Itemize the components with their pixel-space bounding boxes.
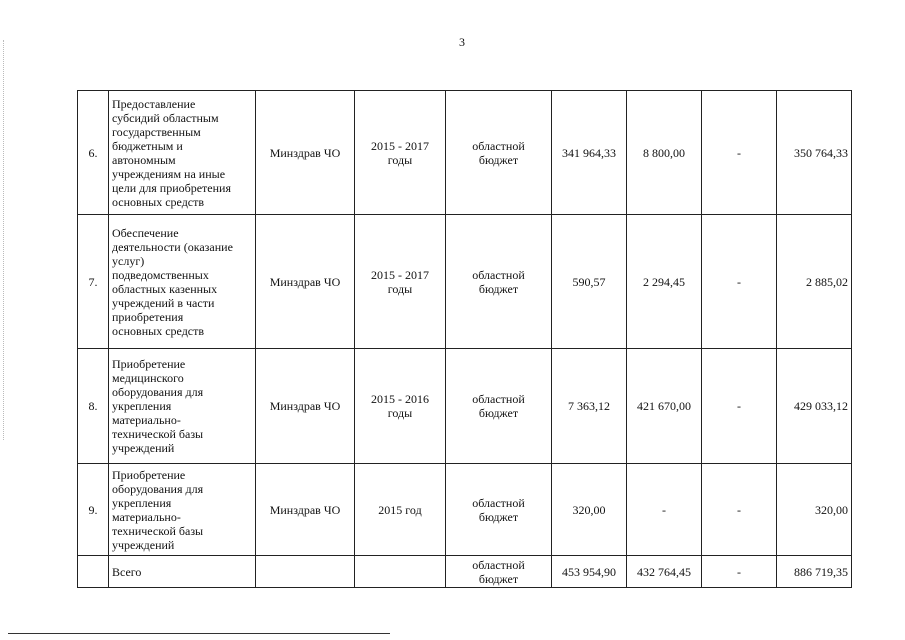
- grand-total: 886 719,35: [777, 556, 852, 588]
- row-number: 6.: [78, 91, 109, 215]
- row-total: 429 033,12: [777, 349, 852, 464]
- total-term: [355, 556, 446, 588]
- row-total: 350 764,33: [777, 91, 852, 215]
- scan-edge-marks: [3, 40, 6, 440]
- row-executor: Минздрав ЧО: [256, 464, 355, 556]
- row-number: 7.: [78, 215, 109, 349]
- row-term: 2015 год: [355, 464, 446, 556]
- row-executor: Минздрав ЧО: [256, 215, 355, 349]
- row-executor: Минздрав ЧО: [256, 349, 355, 464]
- row-amount-2016: 421 670,00: [627, 349, 702, 464]
- total-source: областной бюджет: [446, 556, 552, 588]
- row-term: 2015 - 2017 годы: [355, 91, 446, 215]
- row-amount-2016: 2 294,45: [627, 215, 702, 349]
- table-row: [78, 91, 852, 215]
- row-number: 9.: [78, 464, 109, 556]
- page-number: 3: [459, 35, 465, 49]
- row-amount-2015: 7 363,12: [552, 349, 627, 464]
- total-row-number: [78, 556, 109, 588]
- row-total: 320,00: [777, 464, 852, 556]
- row-description: Обеспечение деятельности (оказание услуг) подведомственных областных казенных учреждений в части приобретения основных средств: [109, 215, 256, 349]
- footnote-divider: [8, 633, 390, 634]
- table-row: [78, 215, 852, 349]
- total-amount-2015: 453 954,90: [552, 556, 627, 588]
- total-label: Всего: [109, 556, 256, 588]
- row-source: областной бюджет: [446, 349, 552, 464]
- row-source: областной бюджет: [446, 464, 552, 556]
- row-amount-2017: -: [702, 349, 777, 464]
- total-executor: [256, 556, 355, 588]
- row-term: 2015 - 2016 годы: [355, 349, 446, 464]
- total-row: [78, 556, 852, 588]
- row-amount-2017: -: [702, 91, 777, 215]
- row-amount-2015: 590,57: [552, 215, 627, 349]
- row-executor: Минздрав ЧО: [256, 91, 355, 215]
- row-total: 2 885,02: [777, 215, 852, 349]
- table-row: [78, 464, 852, 556]
- row-amount-2017: -: [702, 215, 777, 349]
- row-number: 8.: [78, 349, 109, 464]
- row-amount-2016: -: [627, 464, 702, 556]
- total-amount-2016: 432 764,45: [627, 556, 702, 588]
- row-term: 2015 - 2017 годы: [355, 215, 446, 349]
- row-description: Предоставление субсидий областным государственным бюджетным и автономным учреждениям на иные цели для приобретения основных средств: [109, 91, 256, 215]
- row-amount-2015: 320,00: [552, 464, 627, 556]
- total-amount-2017: -: [702, 556, 777, 588]
- budget-table: [77, 90, 852, 588]
- row-source: областной бюджет: [446, 215, 552, 349]
- table-row: [78, 349, 852, 464]
- row-amount-2016: 8 800,00: [627, 91, 702, 215]
- row-amount-2015: 341 964,33: [552, 91, 627, 215]
- row-description: Приобретение оборудования для укрепления материально- технической базы учреждений: [109, 464, 256, 556]
- row-source: областной бюджет: [446, 91, 552, 215]
- row-amount-2017: -: [702, 464, 777, 556]
- row-description: Приобретение медицинского оборудования для укрепления материально- технической базы учреждений: [109, 349, 256, 464]
